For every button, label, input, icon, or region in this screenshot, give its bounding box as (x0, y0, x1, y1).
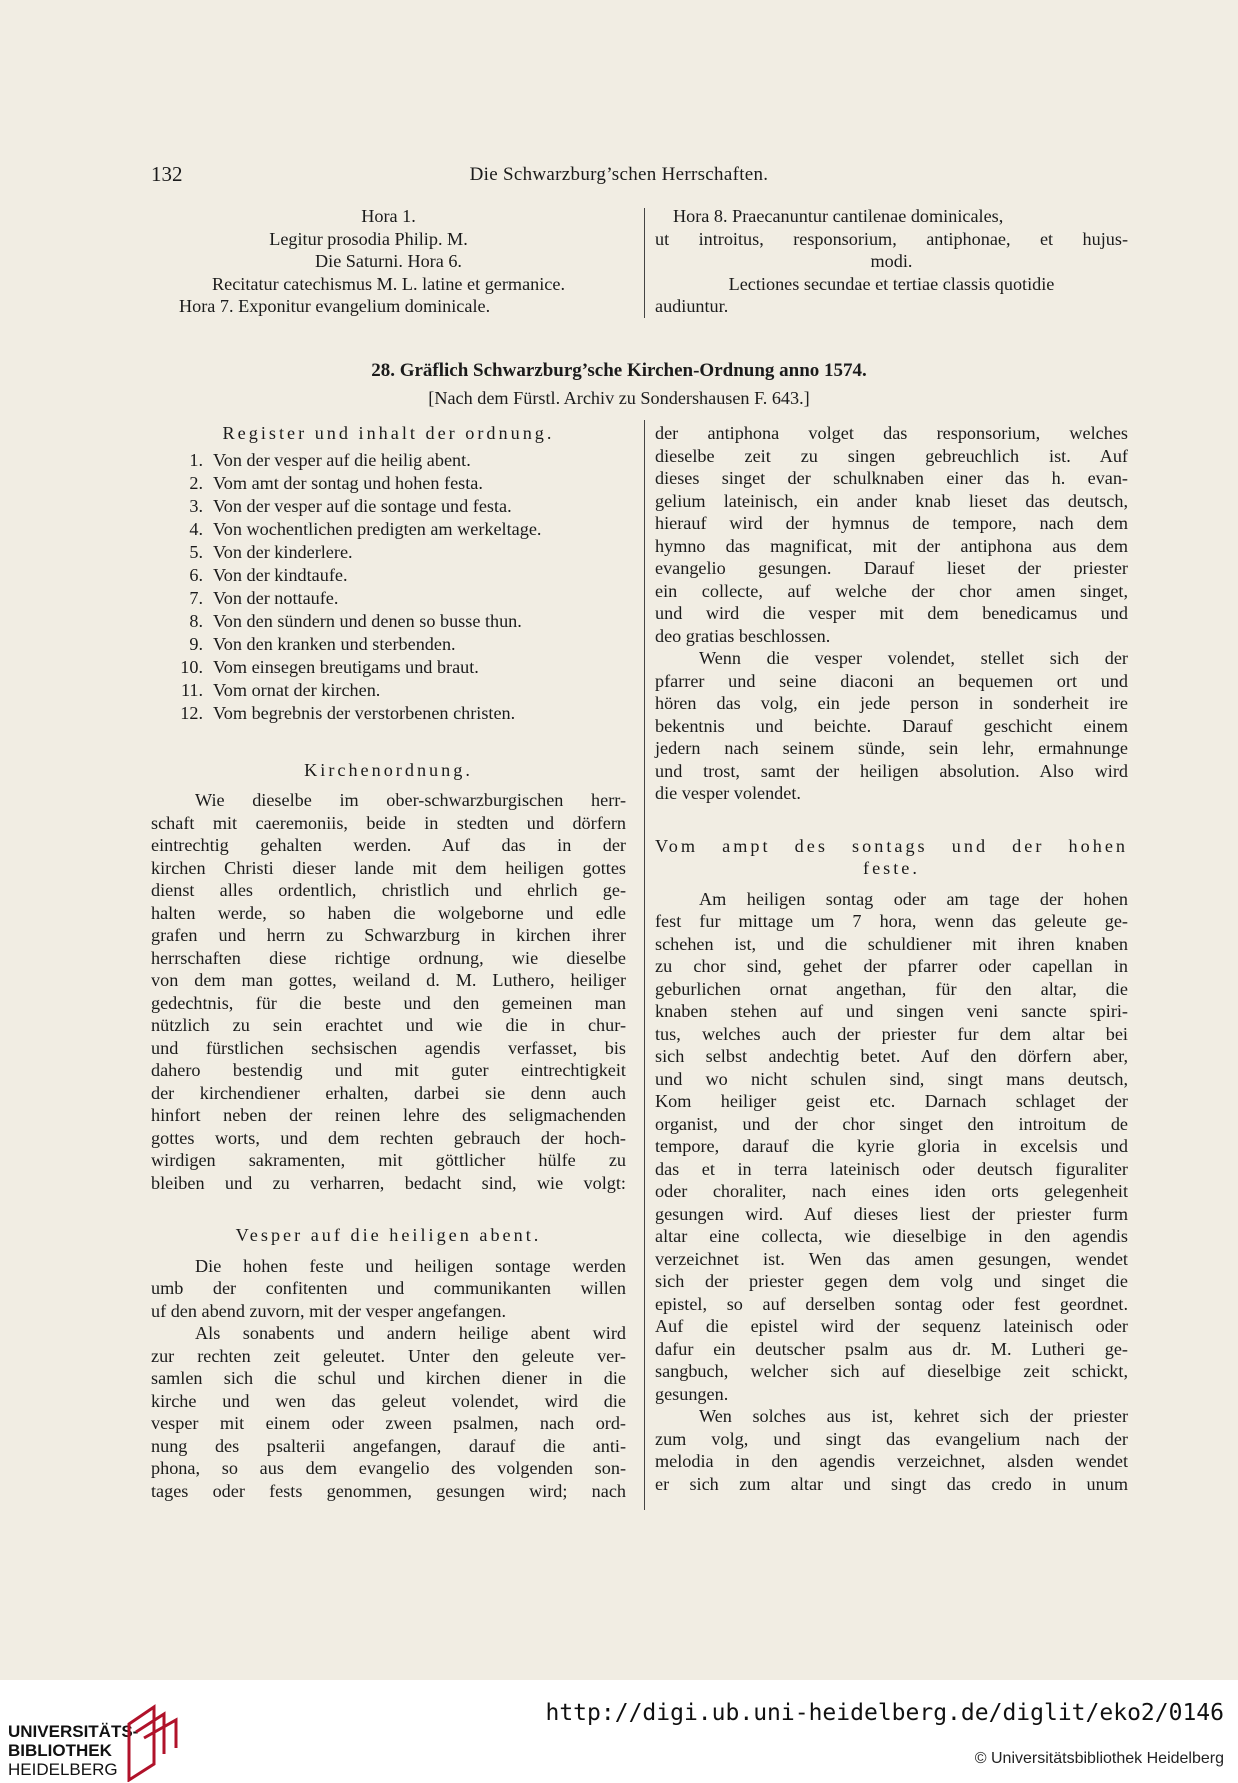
text-line: Als sonabents und andern heilige abent wird (195, 1323, 626, 1343)
vesper-heading: Vesper auf die heiligen abent. (235, 1225, 542, 1245)
text-line: und wird die vesper mit dem benedicamus und (655, 603, 1128, 623)
text-line: Wie dieselbe im ober-schwarzburgischen herr- (195, 790, 626, 810)
left-column (151, 422, 626, 1502)
text-line: modi. (870, 251, 913, 271)
text-line: samlen sich die schul und kirchen diener in die (151, 1368, 626, 1388)
text-line: herrschaften diese richtige ordnung, wie dieselbe (151, 947, 626, 968)
text-line: dieses singet der schulknaben einer das h. evan- (655, 468, 1128, 488)
right-paragraph-3 (655, 888, 1128, 1406)
register-list (151, 449, 626, 725)
list-item: 5. Von der kinderlere. (189, 541, 353, 562)
text-line: ein collecte, auf welche der chor amen singet, (655, 580, 1128, 601)
text-line: gedechtnis, für die beste und den gemeinen man (151, 992, 626, 1013)
text-line: audiuntur. (655, 296, 729, 316)
text-line: Am heiligen sontag oder am tage der hohen (699, 888, 1128, 909)
text-line: das et in terra lateinisch oder deutsch figuraliter (655, 1158, 1128, 1179)
text-line: hierauf wird der hymnus de tempore, nach dem (655, 513, 1128, 533)
permalink-url[interactable]: http://digi.ub.uni-heidelberg.de/diglit/eko2/0146 (545, 1700, 1224, 1726)
text-line: Hora 7. Exponitur evangelium dominicale. (179, 296, 491, 316)
column-divider (644, 208, 645, 318)
list-item: 7. Von der nottaufe. (189, 587, 339, 608)
text-line: tus, welches auch der priester fur dem altar bei (655, 1023, 1128, 1044)
text-line: Hora 1. (361, 206, 416, 226)
running-head: Die Schwarzburg’schen Herrschaften. (469, 164, 769, 185)
text-line: vesper mit einem oder zween psalmen, nach ord- (151, 1413, 626, 1433)
text-line: Kom heiliger geist etc. Darnach schlaget der (655, 1091, 1128, 1111)
text-line: grafen und herrn zu Schwarzburg in kirchen ihrer (151, 925, 626, 945)
list-item: 10. Vom einsegen breutigams und braut. (180, 656, 479, 677)
text-line: schaft mit caeremoniis, beide in stedten und dörfern (151, 812, 626, 833)
vesper-paragraph-1 (151, 1255, 626, 1323)
text-line: sich der priester gegen dem volg und singet die (655, 1271, 1128, 1291)
right-paragraph-1 (655, 422, 1128, 647)
text-line: verzeichnet ist. Wen das amen gesungen, wendet (655, 1248, 1128, 1269)
text-line: epistel, so auf derselben sontag oder fest geordnet. (655, 1293, 1128, 1314)
text-line: uf den abend zuvorn, mit der vesper angefangen. (151, 1300, 507, 1321)
list-item: 1. Von der vesper auf die heilig abent. (189, 449, 471, 470)
text-line: er sich zum altar und singt das credo in unum (655, 1473, 1128, 1494)
text-line: deo gratias beschlossen. (655, 625, 831, 646)
text-line: hymno das magnificat, mit der antiphona aus dem (655, 535, 1128, 556)
text-line: dahero bestendig und mit guter eintrechtigkeit (151, 1060, 626, 1080)
text-line: sangbuch, welcher sich auf dieselbige zeit schickt, (655, 1361, 1128, 1381)
list-item: 4. Von wochentlichen predigten am werkeltage. (189, 518, 542, 539)
ampt-heading-line-2: feste. (863, 858, 920, 878)
list-item: 11. Vom ornat der kirchen. (180, 679, 381, 700)
text-line: nung des psalterii angefangen, darauf die anti- (151, 1435, 626, 1456)
section-title: 28. Gräflich Schwarzburg’sche Kirchen-Ordnung anno 1574. (371, 360, 867, 381)
text-line: evangelio gesungen. Darauf lieset der priester (655, 558, 1128, 578)
text-line: organist, und der chor singet den introitum de (655, 1113, 1128, 1134)
top-right-block (655, 205, 1128, 318)
text-line: gesungen wird. Auf dieses liest der priester furm (655, 1203, 1128, 1224)
column-divider (644, 420, 645, 1510)
text-line: hinfort neben der reinen lehre des seligmachenden (151, 1105, 626, 1125)
text-line: bekentnis und beichte. Darauf geschicht einem (655, 715, 1128, 736)
text-line: ut introitus, responsorium, antiphonae, et hujus- (655, 228, 1128, 249)
text-line: der antiphona volget das responsorium, welches (655, 423, 1128, 443)
section-source: [Nach dem Fürstl. Archiv zu Sondershausen F. 643.] (428, 388, 810, 408)
text-line: nützlich zu sein erachtet und wie die in chur- (151, 1015, 626, 1035)
text-line: schehen ist, und die schuldiener mit ihren knaben (655, 933, 1128, 954)
ampt-heading-line-1: Vom ampt des sontags und der hohen (655, 835, 1128, 856)
text-line: umb der confitenten und communikanten willen (151, 1278, 626, 1298)
text-line: von dem man gottes, weiland d. M. Luthero, heiliger (151, 970, 626, 990)
list-item: 12. Vom begrebnis der verstorbenen christen. (180, 702, 516, 723)
text-line: dienst alles ordentlich, christlich und ehrlich ge- (151, 880, 626, 900)
text-line: geburlichen ornat angethan, für den altar, die (655, 978, 1128, 999)
list-item: 9. Von den kranken und sterbenden. (189, 633, 456, 654)
vesper-paragraph-2 (151, 1322, 626, 1502)
text-line: Wenn die vesper volendet, stellet sich der (699, 648, 1128, 668)
kirchenordnung-paragraph (151, 789, 626, 1194)
text-line: zu chor sind, gehet der pfarrer oder capellan in (655, 956, 1128, 976)
text-line: jedern nach seinem sünde, sein lehr, ermahnunge (655, 738, 1128, 758)
text-line: phona, so aus dem evangelio des volgenden son- (151, 1458, 626, 1478)
text-line: halten werde, so haben die wolgeborne und edle (151, 902, 626, 923)
text-line: zum volg, und singt das evangelium nach der (655, 1428, 1128, 1449)
text-line: Lectiones secundae et tertiae classis quotidie (728, 273, 1055, 294)
text-line: melodia in den agendis verzeichnet, alsden wendet (655, 1451, 1128, 1471)
text-line: und wo nicht schulen sind, singt mans deutsch, (655, 1068, 1128, 1089)
list-item: 8. Von den sündern und denen so busse thun. (189, 610, 522, 631)
text-line: dieselbe zeit zu singen gebreuchlich ist. Auf (655, 445, 1128, 466)
top-left-block (151, 205, 626, 318)
text-line: kirchen Christi dieser lande mit dem heiligen gottes (151, 857, 626, 878)
text-line: eintrechtig gehalten werden. Auf das in der (151, 835, 626, 855)
text-line: hören das volg, ein jede person in sonderheit ire (655, 693, 1128, 713)
text-line: Die Saturni. Hora 6. (315, 251, 462, 271)
text-line: gottes worts, und dem rechten gebrauch der hoch- (151, 1127, 626, 1148)
text-line: Auf die epistel wird der sequenz lateinisch oder (655, 1316, 1128, 1336)
text-line: kirche und wen das geleut volendet, wird die (151, 1390, 626, 1411)
text-line: gesungen. (655, 1383, 729, 1404)
text-line: knaben stehen auf und singen veni sancte spiri- (655, 1001, 1128, 1021)
library-logo-icon (124, 1702, 184, 1782)
text-line: sich selbst andechtig betet. Auf den dörfern aber, (655, 1046, 1128, 1066)
kirchenordnung-heading: Kirchenordnung. (304, 759, 473, 780)
text-line: Recitatur catechismus M. L. latine et germanice. (211, 273, 565, 294)
right-paragraph-4 (655, 1405, 1128, 1495)
text-line: zur rechten zeit geleutet. Unter den geleute ver- (151, 1345, 626, 1366)
text-line: Hora 8. Praecanuntur cantilenae dominicales, (673, 206, 1004, 226)
library-logo-text: UNIVERSITÄTS- BIBLIOTHEK HEIDELBERG (8, 1722, 139, 1779)
right-column (655, 422, 1128, 1495)
page-number: 132 (151, 162, 183, 186)
register-heading: Register und inhalt der ordnung. (222, 423, 555, 443)
text-line: Die hohen feste und heiligen sontage werden (195, 1255, 626, 1276)
text-line: Legitur prosodia Philip. M. (269, 228, 468, 249)
right-paragraph-2 (655, 647, 1128, 805)
list-item: 6. Von der kindtaufe. (189, 564, 348, 585)
text-line: dafur ein deutscher psalm aus dr. M. Lutheri ge- (655, 1338, 1128, 1359)
list-item: 3. Von der vesper auf die sontage und festa. (189, 495, 512, 516)
text-line: oder choraliter, nach eines iden orts gelegenheit (655, 1181, 1128, 1201)
copyright-notice: © Universitätsbibliothek Heidelberg (974, 1750, 1224, 1767)
library-footer (0, 1680, 1238, 1783)
text-line: und trost, samt der heiligen absolution. Also wird (655, 760, 1128, 781)
text-line: und fürstlichen sechsischen agendis verfasset, bis (151, 1037, 626, 1058)
text-line: fest fur mittage um 7 hora, wenn das geleute ge- (655, 911, 1128, 931)
text-line: wirdigen sakramenten, mit göttlicher hülfe zu (151, 1150, 626, 1170)
text-line: gelium lateinisch, ein ander knab lieset das deutsch, (655, 490, 1128, 511)
text-line: Wen solches aus ist, kehret sich der priester (699, 1406, 1128, 1426)
text-line: die vesper volendet. (655, 783, 801, 803)
text-line: der kirchendiener erhalten, darbei sie denn auch (151, 1082, 626, 1103)
text-line: tages oder fests genommen, gesungen wird; nach (151, 1480, 626, 1501)
text-line: bleiben und zu verharren, bedacht sind, wie volgt: (151, 1172, 626, 1193)
text-line: altar eine collecta, wie dieselbige in den agendis (655, 1226, 1128, 1246)
text-line: tempore, darauf die kyrie gloria in excelsis und (655, 1136, 1128, 1156)
text-line: pfarrer und seine diaconi an bequemen ort und (655, 670, 1128, 691)
list-item: 2. Vom amt der sontag und hohen festa. (189, 472, 483, 493)
